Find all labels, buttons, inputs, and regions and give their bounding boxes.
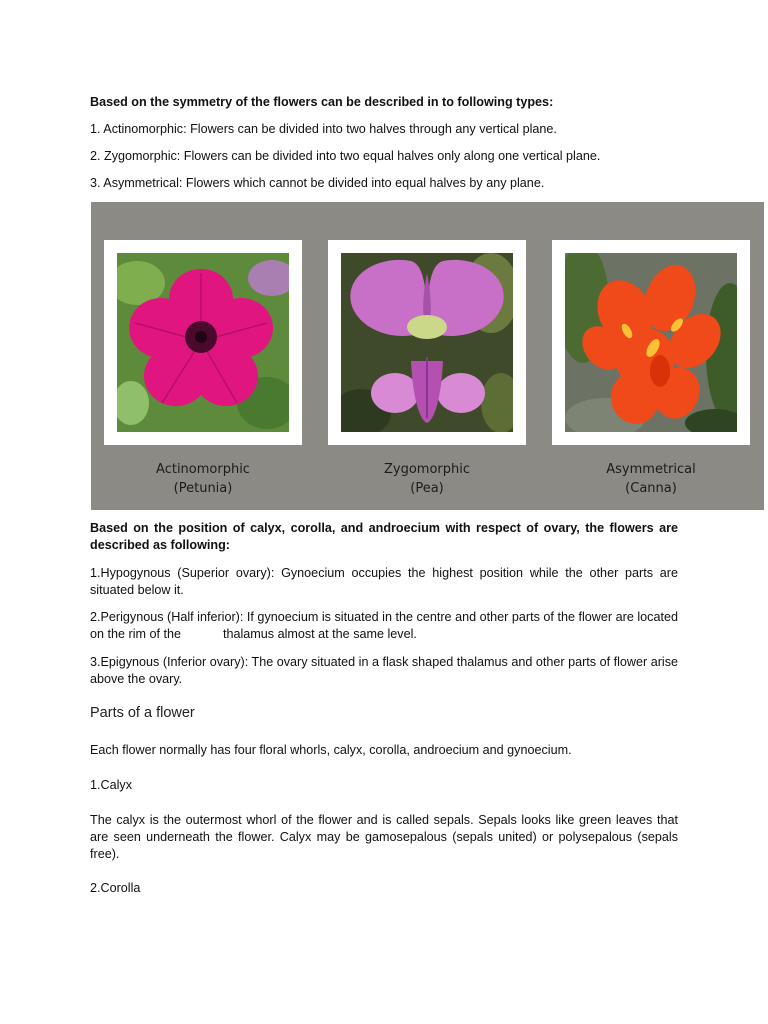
position-heading: Based on the position of calyx, corolla, and androecium with respect of ovary, the flowers are described as following: (90, 521, 678, 552)
photo-card-asymmetrical (552, 240, 750, 445)
position-item-epigynous: 3.Epigynous (Inferior ovary): The ovary situated in a flask shaped thalamus and other parts of flower arise above the ovary. (90, 655, 678, 686)
caption-example: (Pea) (410, 481, 444, 496)
photo-card-actinomorphic (104, 240, 302, 445)
calyx-heading: 1.Calyx (90, 778, 132, 792)
caption-name: Asymmetrical (606, 462, 696, 477)
pea-photo-icon (341, 253, 513, 432)
petunia-photo-icon (117, 253, 289, 432)
parts-title: Parts of a flower (90, 705, 195, 721)
position-item-hypogynous: 1.Hypogynous (Superior ovary): Gynoecium occupies the highest position while the other parts are situated below it. (90, 566, 678, 597)
symmetry-item-asymmetrical: 3. Asymmetrical: Flowers which cannot be divided into equal halves by any plane. (90, 176, 545, 190)
position-item-perigynous: 2.Perigynous (Half inferior): If gynoecium is situated in the centre and other parts of the flower are located on the rim of the thalamus almost at the same level. (90, 610, 682, 641)
symmetry-item-actinomorphic: 1. Actinomorphic: Flowers can be divided into two halves through any vertical plane. (90, 122, 557, 136)
photo-card-zygomorphic (328, 240, 526, 445)
caption-zygomorphic (328, 460, 526, 498)
corolla-heading: 2.Corolla (90, 881, 141, 895)
caption-example: (Petunia) (173, 481, 233, 496)
symmetry-heading: Based on the symmetry of the flowers can be described in to following types: (90, 95, 554, 109)
parts-intro: Each flower normally has four floral whorls, calyx, corolla, androecium and gynoecium. (90, 743, 572, 757)
caption-asymmetrical (552, 460, 750, 498)
caption-name: Actinomorphic (156, 462, 250, 477)
caption-name: Zygomorphic (383, 462, 471, 477)
calyx-text: The calyx is the outermost whorl of the flower and is called sepals. Sepals looks like green leaves that are seen underneath the flower. Calyx may be gamosepalous (sepals united) or polysepalous (sepals free). (90, 813, 678, 861)
caption-example: (Canna) (625, 481, 677, 496)
caption-actinomorphic (104, 460, 302, 498)
symmetry-item-zygomorphic: 2. Zygomorphic: Flowers can be divided into two equal halves only along one vertical plane. (90, 149, 601, 163)
canna-photo-icon (565, 253, 737, 432)
flower-symmetry-figure (91, 202, 764, 510)
